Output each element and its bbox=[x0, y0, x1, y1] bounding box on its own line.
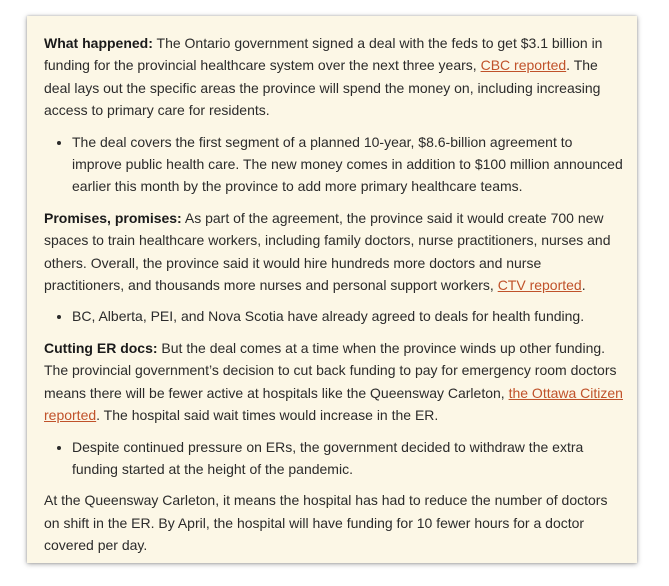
text-promises-2: . bbox=[581, 277, 586, 294]
heading-cutting-er: Cutting ER docs: bbox=[44, 339, 158, 356]
bullet-item: • BC, Alberta, PEI, and Nova Scotia have already agreed to deals for health funding. bbox=[72, 305, 623, 327]
link-cbc-reported[interactable]: CBC reported bbox=[480, 57, 567, 74]
bullet-item: • Despite continued pressure on ERs, the government decided to withdraw the extra funding started at the height of the pandemic. bbox=[72, 436, 623, 481]
bullet-list-what-happened bbox=[44, 131, 623, 198]
paragraph-cutting-er bbox=[44, 337, 623, 427]
heading-promises: Promises, promises: bbox=[44, 209, 182, 226]
paragraph-closing: At the Queensway Carleton, it means the hospital has had to reduce the number of doctors on shift in the ER. By April, the hospital will have funding for 10 fewer hours for a doctor covered per day. bbox=[44, 492, 608, 554]
text-cutting-er-2: . The hospital said wait times would increase in the ER. bbox=[96, 407, 439, 424]
text-promises-1: As part of the agreement, the province said it would create 700 new spaces to train healthcare workers, including family doctors, nurse practitioners, nurses and others. Overall, the province said it would hire hundreds more doctors and nurse practitioners, and thousands more nurses and personal support workers, bbox=[44, 209, 611, 294]
heading-what-happened: What happened: bbox=[44, 35, 153, 51]
bullet-item: • The deal covers the first segment of a planned 10-year, $8.6-billion agreement to improve public health care. The new money comes in addition to $100 million announced earlier this month by the province to add more primary healthcare teams. bbox=[72, 131, 623, 198]
link-ctv-reported[interactable]: CTV reported bbox=[497, 277, 582, 294]
paragraph-what-happened bbox=[44, 32, 623, 122]
bullet-list-cutting-er bbox=[44, 436, 623, 481]
bullet-list-promises bbox=[44, 305, 623, 327]
text-what-happened-2: . The deal lays out the specific areas the province will spend the money on, including increasing access to primary care for residents. bbox=[44, 57, 601, 119]
text-what-happened-1: The Ontario government signed a deal with the feds to get $3.1 billion in funding for the provincial healthcare system over the next three years, bbox=[44, 35, 603, 74]
text-cutting-er-1: But the deal comes at a time when the province winds up other funding. The provincial government’s decision to cut back funding to pay for emergency room doctors means there will be fewer active at hospitals like the Queensway Carleton, bbox=[44, 339, 617, 401]
paragraph-promises bbox=[44, 207, 623, 297]
link-ottawa-citizen-reported[interactable]: the Ottawa Citizen reported bbox=[44, 384, 623, 424]
article-card bbox=[27, 16, 637, 563]
